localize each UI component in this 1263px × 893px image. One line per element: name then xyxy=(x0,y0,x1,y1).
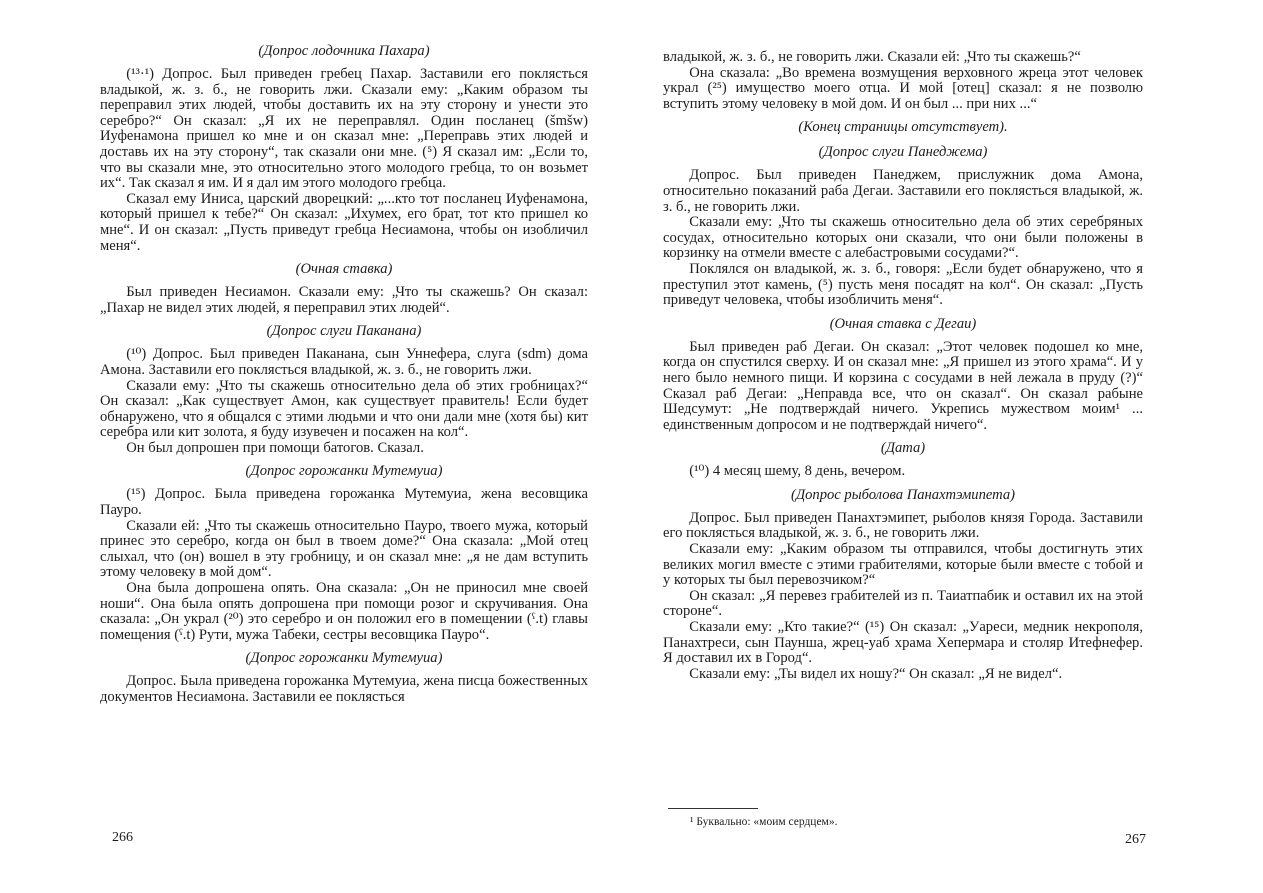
section-heading: (Допрос слуги Панеджема) xyxy=(818,144,988,161)
page-number-left: 266 xyxy=(112,830,133,845)
section-heading: (Конец страницы отсутствует). xyxy=(798,119,1008,136)
paragraph: Допрос. Была приведена горожанка Мутемуиа, жена писца божественных документов Несиамона. Заставили ее поклясться xyxy=(100,673,588,705)
left-page xyxy=(100,0,588,893)
paragraph: Она была допрошена опять. Она сказала: „Он не приносил мне своей ноши“. Она была опять допрошена при помощи розог и скручивания. Она сказала: „Он украл (²⁰) это серебро и он положил его в помещении (ˁ.t) главы помещения (ˁ.t) Рути, мужа Табеки, сестры весовщика Пауро“. xyxy=(100,580,588,643)
paragraph: Допрос. Был приведен Панеджем, прислужник дома Амона, относительно показаний раба Дегаи. Заставили его поклясться владыкой, ж. з. б., не говорить лжи. xyxy=(663,167,1143,215)
paragraph: Сказали ему: „Что ты скажешь относительно дела об этих серебряных сосудах, относительно которых они сказали, что они были положены в корзинку на отмели вместе с алебастровыми сосудами?“. xyxy=(663,214,1143,262)
section-heading: (Дата) xyxy=(880,440,926,457)
paragraph: (¹⁵) Допрос. Была приведена горожанка Мутемуиа, жена весовщика Пауро. xyxy=(100,486,588,519)
section-heading: (Допрос рыболова Панахтэмипета) xyxy=(790,486,1016,503)
paragraph: владыкой, ж. з. б., не говорить лжи. Сказали ей: „Что ты скажешь?“ xyxy=(663,49,1081,65)
section-heading: (Очная ставка) xyxy=(295,261,393,278)
page-number-right: 267 xyxy=(1125,832,1146,847)
paragraph: (¹⁰) Допрос. Был приведен Паканана, сын Уннефера, слуга (sdm) дома Амона. Заставили его поклясться владыкой, ж. з. б., не говорить лжи. xyxy=(100,346,588,378)
paragraph: Сказали ему: „Каким образом ты отправился, чтобы достигнуть этих великих могил вместе с этими грабителями, которые были вместе с тобой и у которых ты был перевозчиком?“ xyxy=(663,541,1143,589)
footnote-rule xyxy=(668,808,758,809)
paragraph: Был приведен Несиамон. Сказали ему: „Что ты скажешь? Он сказал: „Пахар не видел этих людей, я переправил этих людей“. xyxy=(100,284,588,316)
paragraph: (¹⁰) 4 месяц шему, 8 день, вечером. xyxy=(689,463,906,480)
section-heading: (Допрос лодочника Пахара) xyxy=(258,43,430,59)
paragraph: Она сказала: „Во времена возмущения верховного жреца этот человек украл (²⁵) имущество моего отца. И мой [отец] сказал: я не позволю вступить этому человеку в мой дом. И он был ... при них ...“ xyxy=(663,64,1143,112)
paragraph: Сказали ему: „Что ты скажешь относительно дела об этих гробницах?“ Он сказал: „Как существует Амон, как существует правитель! Если будет обнаружено, что я общался с этими людьми и что они дали мне (хотя бы) кит серебра или кит золота, я буду изувечен и посажен на кол“. xyxy=(100,377,588,441)
section-heading: (Допрос горожанки Мутемуиа) xyxy=(245,650,443,667)
section-heading: (Допрос горожанки Мутемуиа) xyxy=(245,463,443,480)
paragraph: Поклялся он владыкой, ж. з. б., говоря: „Если будет обнаружено, что я преступил этот камень, (⁵) пусть меня посадят на кол“. Он сказал: „Пусть приведут человека, чтобы изобличить меня“. xyxy=(663,260,1143,309)
paragraph: (¹³·¹) Допрос. Был приведен гребец Пахар. Заставили его поклясться владыкой, ж. з. б., не говорить лжи. Сказали ему: „Каким образом ты переправил этих людей, чтобы доставить их на эту сторону и унести это серебро?“ Он сказал: „Я их не переправлял. Один посланец (šmšw) Иуфенамона пришел ко мне и он сказал мне: „Переправь этих людей и доставь их на эту сторону“, так сказали они мне. (⁵) Я сказал им: „Если то, что вы сказали мне, это относительно этого молодого гребца, то он возьмет их“. Так сказал я им. И я дал им этого молодого гребца. xyxy=(100,66,588,192)
paragraph: Сказал ему Иниса, царский дворецкий: „...кто тот посланец Иуфенамона, который пришел к тебе?“ Он сказал: „Ихумех, его брат, тот кто пришел ко мне“. И он сказал: „Пусть приведут гребца Несиамона, чтобы он изобличил меня“. xyxy=(100,190,588,254)
paragraph: Сказали ей: „Что ты скажешь относительно Пауро, твоего мужа, который принес это серебро, когда он был в твоем доме?“ Она сказала: „Мой отец слыхал, что (он) вошел в эту гробницу, и он сказал мне: „я не дам вступить этому человеку в мой дом“. xyxy=(100,517,588,581)
section-heading: (Очная ставка с Дегаи) xyxy=(829,315,977,332)
paragraph: Сказали ему: „Кто такие?“ (¹⁵) Он сказал: „Уареси, медник некрополя, Панахтреси, сын Паунша, жрец-уаб храма Хепермара и столяр Итефнефер. Я доставил их в Город“. xyxy=(663,619,1143,667)
paragraph: Он был допрошен при помощи батогов. Сказал. xyxy=(126,439,424,456)
footnote: ¹ Буквально: «моим сердцем». xyxy=(690,816,838,828)
paragraph: Сказали ему: „Ты видел их ношу?“ Он сказал: „Я не видел“. xyxy=(689,665,1063,682)
paragraph: Допрос. Был приведен Панахтэмипет, рыболов князя Города. Заставили его поклясться владыкой, ж. з. б., не говорить лжи. xyxy=(663,509,1143,542)
section-heading: (Допрос слуги Паканана) xyxy=(266,323,422,340)
right-page xyxy=(663,0,1143,893)
paragraph: Он сказал: „Я перевез грабителей из п. Таиатпабик и оставил их на этой стороне“. xyxy=(663,587,1143,620)
paragraph: Был приведен раб Дегаи. Он сказал: „Этот человек подошел ко мне, когда он спустился сверху. И он сказал мне: „Я пришел из этого храма“. И у него было немного пищи. И корзина с сосудами в ней лежала в пруду (?)“ Сказал раб Дегаи: „Неправда все, что он сказал“. Он сказал рабыне Шедсумут: „Не подтверждай ничего. Укрепись мужеством моим¹ ... единственным допросом и не подтверждай ничего“. xyxy=(663,338,1143,433)
